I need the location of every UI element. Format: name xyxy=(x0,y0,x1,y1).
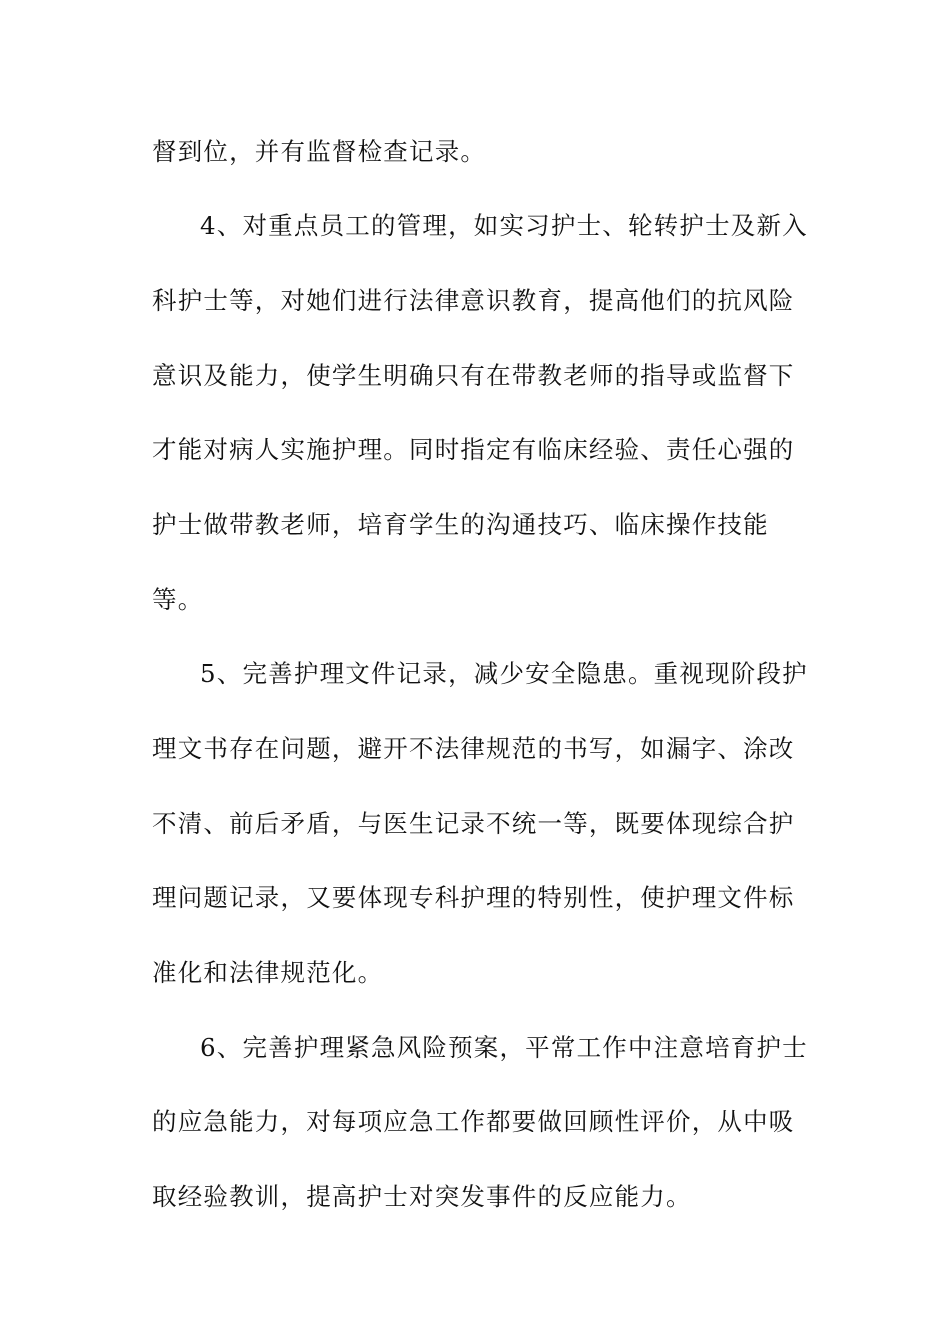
paragraph-5-line-2: 理文书存在问题，避开不法律规范的书写，如漏字、涂改 xyxy=(152,734,795,763)
paragraph-4-line-3: 意识及能力，使学生明确只有在带教老师的指导或监督下 xyxy=(152,361,795,390)
paragraph-4-line-5: 护士做带教老师，培育学生的沟通技巧、临床操作技能 xyxy=(152,510,769,539)
paragraph-5-line-5: 准化和法律规范化。 xyxy=(152,958,384,987)
paragraph-6-line-3: 取经验教训，提高护士对突发事件的反应能力。 xyxy=(152,1182,692,1211)
paragraph-4-line-4: 才能对病人实施护理。同时指定有临床经验、责任心强的 xyxy=(152,435,795,464)
paragraph-4-line-6: 等。 xyxy=(152,585,204,614)
paragraph-6-line-2: 的应急能力，对每项应急工作都要做回顾性评价，从中吸 xyxy=(152,1107,795,1136)
paragraph-5-line-4: 理问题记录，又要体现专科护理的特别性，使护理文件标 xyxy=(152,883,795,912)
paragraph-continuation-line-1: 督到位，并有监督检查记录。 xyxy=(152,137,487,166)
paragraph-5-line-1: 5、完善护理文件记录，减少安全隐患。重视现阶段护 xyxy=(200,659,808,688)
paragraph-6-line-1: 6、完善护理紧急风险预案，平常工作中注意培育护士 xyxy=(200,1033,808,1062)
paragraph-5-line-3: 不清、前后矛盾，与医生记录不统一等，既要体现综合护 xyxy=(152,809,795,838)
paragraph-4-line-1: 4、对重点员工的管理，如实习护士、轮转护士及新入 xyxy=(200,211,808,240)
paragraph-4-line-2: 科护士等，对她们进行法律意识教育，提高他们的抗风险 xyxy=(152,286,795,315)
